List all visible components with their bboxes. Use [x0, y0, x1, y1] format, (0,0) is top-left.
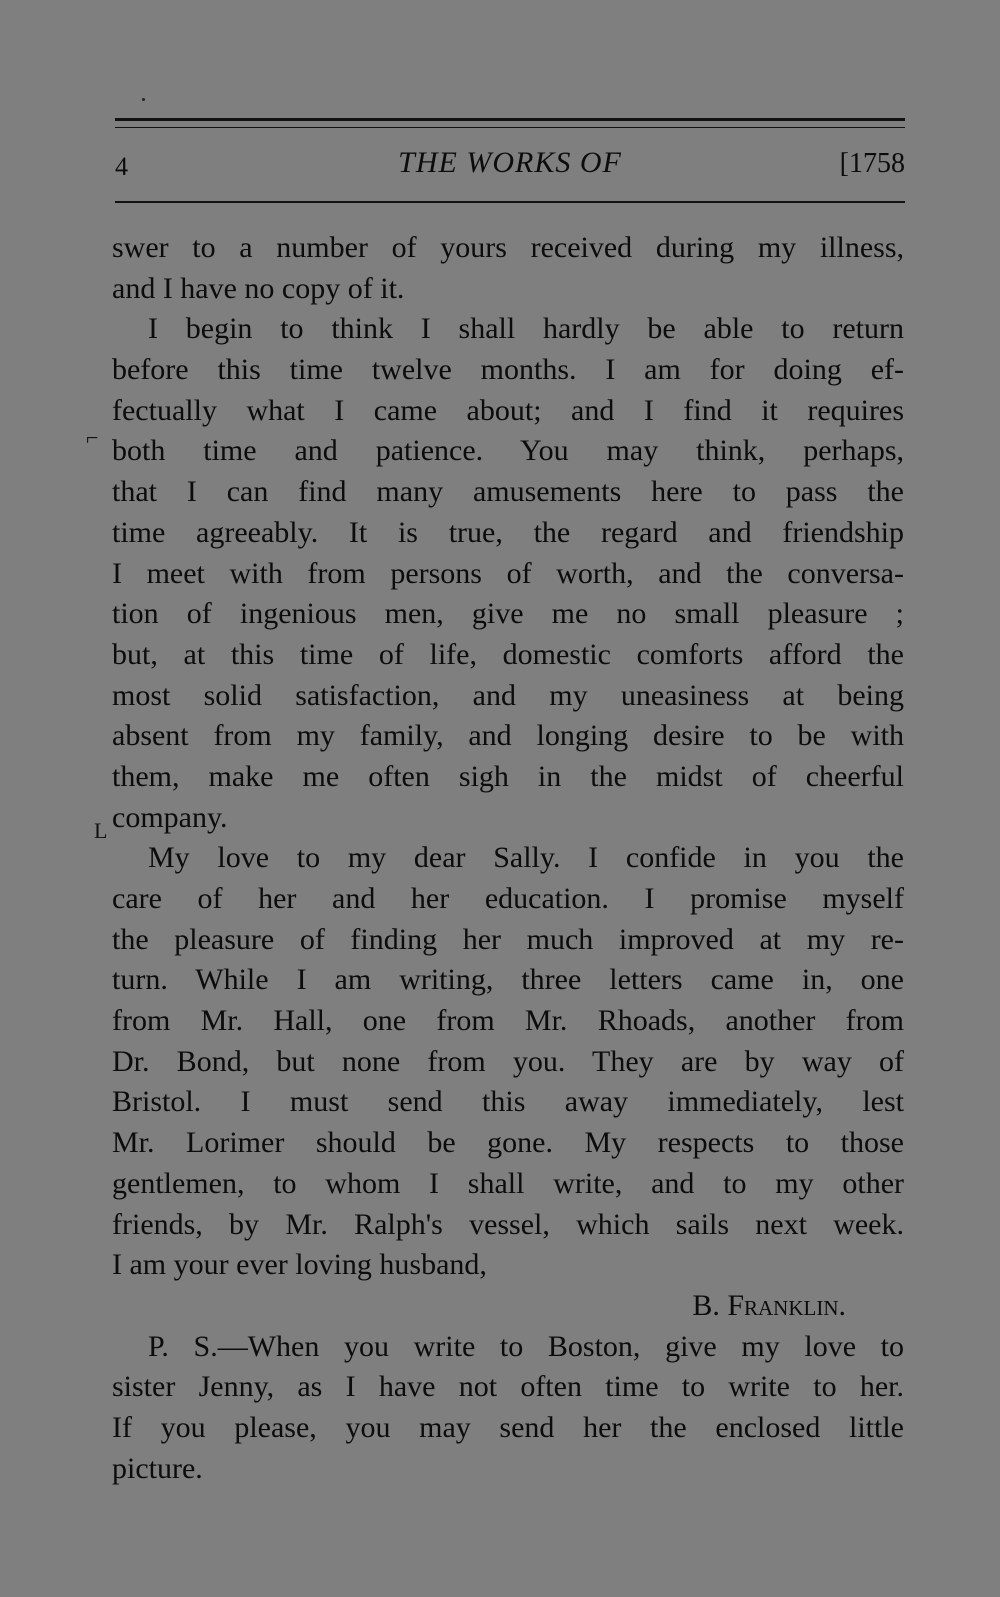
page-number: 4: [115, 152, 128, 181]
top-rule-thick: [115, 118, 905, 121]
text-line: most solid satisfaction, and my uneasiness at being: [112, 678, 904, 712]
text-line: gentlemen, to whom I shall write, and to my other: [112, 1166, 904, 1200]
text-line: before this time twelve months. I am for doing ef-: [112, 353, 904, 387]
text-line: If you please, you may send her the enclosed little: [112, 1410, 904, 1444]
text-line: turn. While I am writing, three letters came in, one: [112, 963, 904, 997]
top-rule-thin: [115, 127, 905, 128]
text-line: that I can find many amusements here to pass the: [112, 475, 904, 509]
text-line: them, make me often sigh in the midst of cheerful: [112, 759, 904, 793]
body-text: [112, 228, 904, 1286]
running-title: THE WORKS OF: [398, 146, 622, 179]
header-year: [1758: [839, 148, 905, 179]
letter-body: [112, 228, 904, 1489]
text-line: P. S.—When you write to Boston, give my love to: [148, 1329, 904, 1363]
open-bracket-mark: ⌐: [86, 425, 99, 450]
text-line: swer to a number of yours received during my illness,: [112, 231, 904, 264]
postscript: [112, 1327, 904, 1490]
text-line: time agreeably. It is true, the regard and friendship: [112, 515, 904, 549]
text-line: My love to my dear Sally. I confide in you the: [148, 841, 904, 875]
text-line: care of her and her education. I promise myself: [112, 882, 904, 915]
text-line: but, at this time of life, domestic comforts afford the: [112, 637, 904, 671]
text-line: I meet with from persons of worth, and the conversa-: [112, 556, 904, 590]
text-line: Bristol. I must send this away immediately, lest: [112, 1085, 904, 1119]
header-rule: [115, 201, 905, 203]
running-header: [115, 146, 905, 186]
text-line: sister Jenny, as I have not often time to write to her.: [112, 1370, 904, 1404]
text-line: both time and patience. You may think, perhaps,: [112, 434, 904, 468]
signature: B. Franklin.: [692, 1288, 846, 1322]
close-bracket-mark: L: [94, 818, 108, 843]
text-line: tion of ingenious men, give me no small pleasure ;: [112, 597, 904, 631]
text-line: friends, by Mr. Ralph's vessel, which sails next week.: [112, 1207, 904, 1241]
text-line: fectually what I came about; and I find it requires: [112, 393, 904, 427]
text-line: Mr. Lorimer should be gone. My respects to those: [112, 1126, 904, 1160]
text-line: the pleasure of finding her much improved at my re-: [112, 922, 904, 956]
text-line: I begin to think I shall hardly be able to return: [148, 312, 904, 346]
text-line: picture.: [112, 1451, 203, 1485]
text-line: from Mr. Hall, one from Mr. Rhoads, another from: [112, 1004, 904, 1038]
text-line: Dr. Bond, but none from you. They are by way of: [112, 1044, 904, 1078]
text-line: and I have no copy of it.: [112, 271, 405, 305]
text-line: absent from my family, and longing desire to be with: [112, 719, 904, 753]
text-line: I am your ever loving husband,: [112, 1248, 487, 1282]
text-line: company.: [112, 800, 228, 834]
ink-speck: [142, 98, 145, 101]
